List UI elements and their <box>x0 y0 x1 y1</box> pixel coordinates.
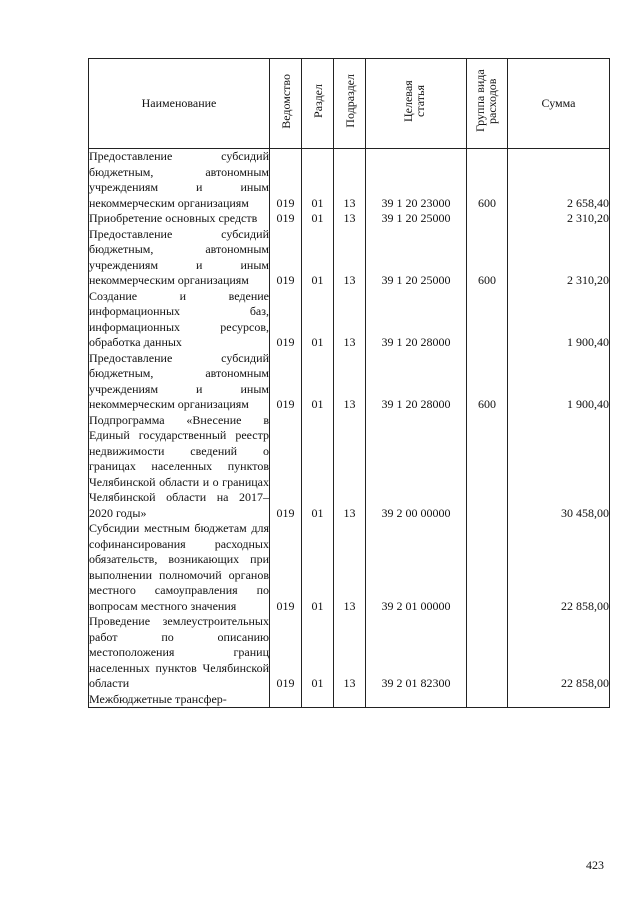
row-razdel: 01 <box>302 149 334 212</box>
row-podrazdel <box>334 692 366 708</box>
row-gruppa-vida-rashodov <box>467 211 508 227</box>
row-summa: 1 900,40 <box>508 351 610 413</box>
row-gruppa-vida-rashodov <box>467 521 508 614</box>
row-podrazdel: 13 <box>334 521 366 614</box>
row-celevaya-statya: 39 1 20 28000 <box>366 289 467 351</box>
table-row <box>89 149 610 212</box>
table-row <box>89 614 610 692</box>
table-header-row <box>89 59 610 149</box>
row-razdel: 01 <box>302 413 334 522</box>
row-podrazdel: 13 <box>334 614 366 692</box>
table-row <box>89 521 610 614</box>
row-vedomstvo: 019 <box>270 614 302 692</box>
header-summa: Сумма <box>508 59 610 149</box>
row-celevaya-statya: 39 1 20 25000 <box>366 211 467 227</box>
header-gruppa-vida-rashodov: Группа вида расходов <box>467 59 508 149</box>
page-number: 423 <box>586 858 604 872</box>
row-celevaya-statya: 39 1 20 23000 <box>366 149 467 212</box>
row-razdel: 01 <box>302 351 334 413</box>
header-name: Наименование <box>89 59 270 149</box>
table-row <box>89 227 610 289</box>
row-summa: 1 900,40 <box>508 289 610 351</box>
row-summa <box>508 692 610 708</box>
row-razdel: 01 <box>302 289 334 351</box>
row-podrazdel: 13 <box>334 211 366 227</box>
row-gruppa-vida-rashodov <box>467 692 508 708</box>
row-celevaya-statya: 39 2 01 82300 <box>366 614 467 692</box>
row-summa: 30 458,00 <box>508 413 610 522</box>
row-celevaya-statya: 39 1 20 25000 <box>366 227 467 289</box>
row-summa: 2 310,20 <box>508 227 610 289</box>
row-podrazdel: 13 <box>334 227 366 289</box>
row-gruppa-vida-rashodov: 600 <box>467 351 508 413</box>
row-name: Подпрограмма «Внесение в Единый государственный реестр недвижимости сведений о границах населенных пунктов Челябинской области и о границах Челябинской области на 2017–2020 годы» <box>89 412 269 520</box>
row-razdel: 01 <box>302 521 334 614</box>
row-razdel: 01 <box>302 227 334 289</box>
budget-table <box>88 58 610 708</box>
row-razdel: 01 <box>302 614 334 692</box>
table-row <box>89 211 610 227</box>
row-gruppa-vida-rashodov <box>467 289 508 351</box>
row-vedomstvo: 019 <box>270 211 302 227</box>
row-razdel: 01 <box>302 211 334 227</box>
row-name: Субсидии местным бюджетам для софинансирования расходных обязательств, возникающих при выполнении полномочий органов местного самоуправления по вопросам местного значения <box>89 521 269 613</box>
row-name: Межбюджетные трансфер- <box>89 692 270 708</box>
row-name: Создание и ведение информационных баз, информационных ресурсов, обработка данных <box>89 288 269 349</box>
row-vedomstvo: 019 <box>270 149 302 212</box>
row-vedomstvo: 019 <box>270 413 302 522</box>
row-celevaya-statya <box>366 692 467 708</box>
row-podrazdel: 13 <box>334 351 366 413</box>
row-gruppa-vida-rashodov <box>467 614 508 692</box>
row-vedomstvo: 019 <box>270 227 302 289</box>
row-summa: 22 858,00 <box>508 521 610 614</box>
row-summa: 22 858,00 <box>508 614 610 692</box>
table-row <box>89 289 610 351</box>
row-gruppa-vida-rashodov: 600 <box>467 227 508 289</box>
header-celevaya-statya: Целевая статья <box>366 59 467 149</box>
row-celevaya-statya: 39 1 20 28000 <box>366 351 467 413</box>
row-podrazdel: 13 <box>334 413 366 522</box>
header-razdel: Раздел <box>302 59 334 149</box>
row-razdel <box>302 692 334 708</box>
row-name: Приобретение основных средств <box>89 211 270 227</box>
row-summa: 2 658,40 <box>508 149 610 212</box>
row-name: Предоставление субсидий бюджетным, автономным учреждениям и иным некоммерческим организациям <box>89 350 269 411</box>
table-row <box>89 692 610 708</box>
row-name: Предоставление субсидий бюджетным, автономным учреждениям и иным некоммерческим организациям <box>89 149 269 210</box>
row-podrazdel: 13 <box>334 289 366 351</box>
row-celevaya-statya: 39 2 00 00000 <box>366 413 467 522</box>
table-row <box>89 351 610 413</box>
row-celevaya-statya: 39 2 01 00000 <box>366 521 467 614</box>
row-gruppa-vida-rashodov: 600 <box>467 149 508 212</box>
row-vedomstvo: 019 <box>270 289 302 351</box>
header-vedomstvo: Ведомство <box>270 59 302 149</box>
row-podrazdel: 13 <box>334 149 366 212</box>
row-name: Проведение землеустроительных работ по описанию местоположения границ населенных пунктов Челябинской области <box>89 614 269 690</box>
row-gruppa-vida-rashodov <box>467 413 508 522</box>
row-vedomstvo <box>270 692 302 708</box>
row-summa: 2 310,20 <box>508 211 610 227</box>
header-podrazdel: Подраздел <box>334 59 366 149</box>
row-vedomstvo: 019 <box>270 351 302 413</box>
row-vedomstvo: 019 <box>270 521 302 614</box>
row-name: Предоставление субсидий бюджетным, автономным учреждениям и иным некоммерческим организациям <box>89 226 269 287</box>
table-row <box>89 413 610 522</box>
